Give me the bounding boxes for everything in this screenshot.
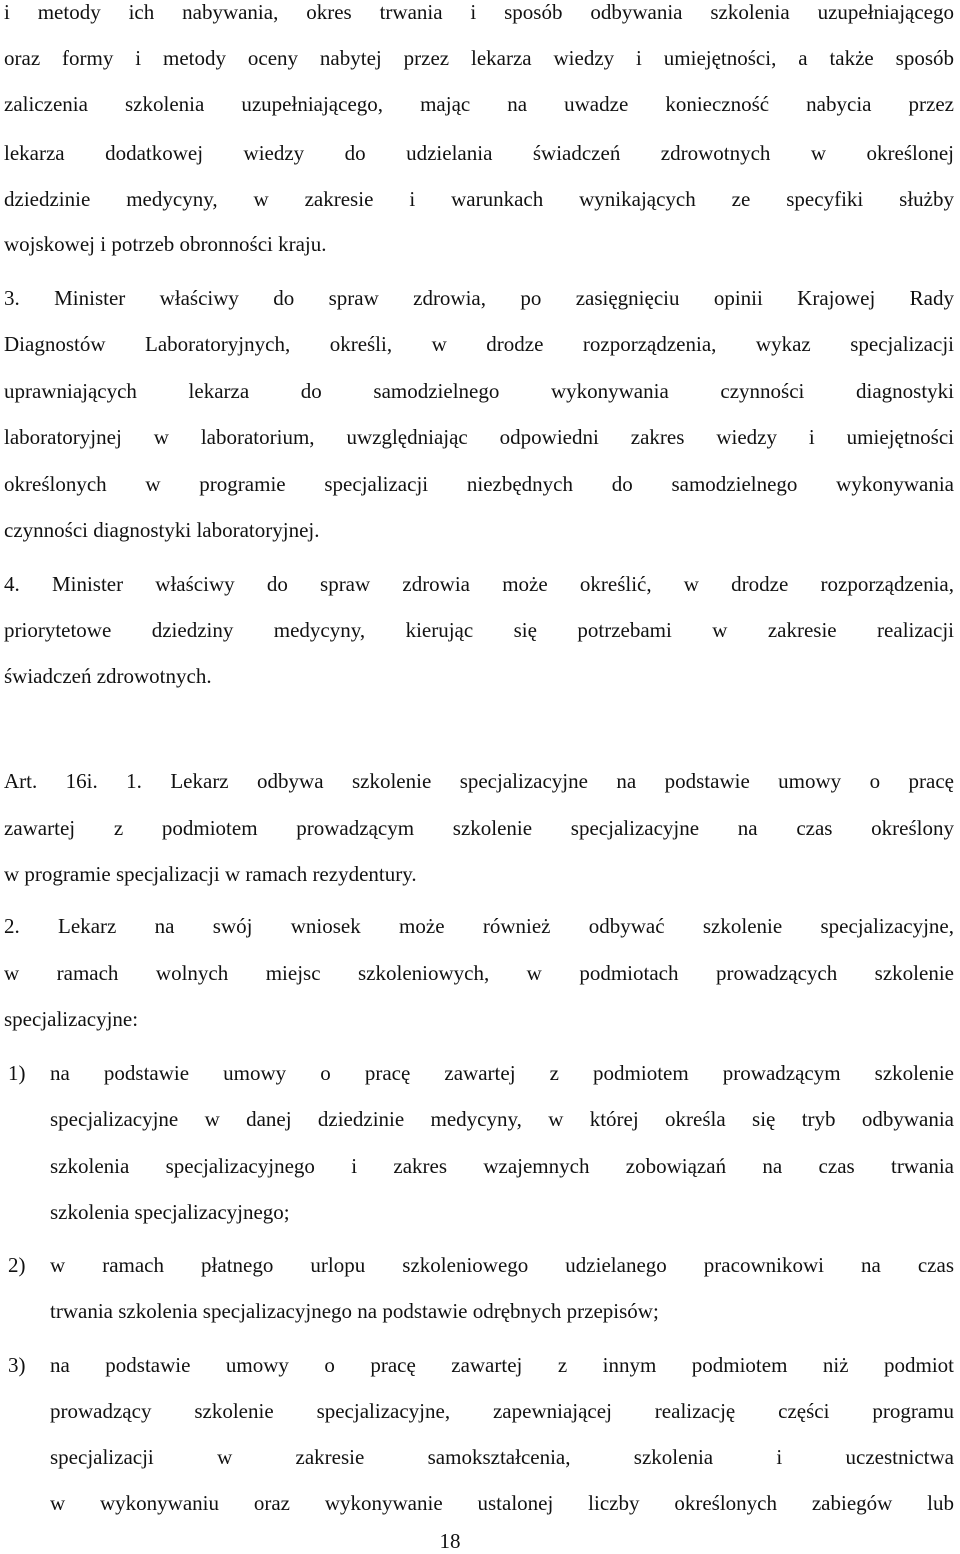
article-16i-2-line: w ramach wolnych miejsc szkoleniowych, w podmiotach prowadzących szkolenie (4, 961, 954, 985)
text-line: wojskowej i potrzeb obronności kraju. (4, 232, 327, 256)
list-item-number: 3) (8, 1353, 26, 1377)
article-16i-1-line: w programie specjalizacji w ramach rezydentury. (4, 862, 417, 886)
paragraph-3-line: Diagnostów Laboratoryjnych, określi, w drodze rozporządzenia, wykaz specjalizacji (4, 332, 954, 356)
list-item-line: na podstawie umowy o pracę zawartej z podmiotem prowadzącym szkolenie (50, 1061, 954, 1085)
paragraph-3-line: laboratoryjnej w laboratorium, uwzględniając odpowiedni zakres wiedzy i umiejętności (4, 425, 954, 449)
paragraph-3-line: czynności diagnostyki laboratoryjnej. (4, 518, 320, 542)
paragraph-4-line: 4. Minister właściwy do spraw zdrowia może określić, w drodze rozporządzenia, (4, 572, 954, 596)
list-item-line: w ramach płatnego urlopu szkoleniowego udzielanego pracownikowi na czas (50, 1253, 954, 1277)
list-item-line: specjalizacji w zakresie samokształcenia, szkolenia i uczestnictwa (50, 1445, 954, 1469)
article-16i-2-line: specjalizacyjne: (4, 1007, 139, 1031)
article-16i-1-line: Art. 16i. 1. Lekarz odbywa szkolenie specjalizacyjne na podstawie umowy o pracę (4, 769, 954, 793)
article-16i-1-line: zawartej z podmiotem prowadzącym szkolenie specjalizacyjne na czas określony (4, 816, 954, 840)
text-line: oraz formy i metody oceny nabytej przez lekarza wiedzy i umiejętności, a także sposób (4, 46, 954, 70)
list-item-line: w wykonywaniu oraz wykonywanie ustalonej liczby określonych zabiegów lub (50, 1491, 954, 1515)
article-16i-2-line: 2. Lekarz na swój wniosek może również odbywać szkolenie specjalizacyjne, (4, 914, 954, 938)
list-item-number: 1) (8, 1061, 26, 1085)
list-item-line: na podstawie umowy o pracę zawartej z innym podmiotem niż podmiot (50, 1353, 954, 1377)
page-number: 18 (439, 1529, 461, 1553)
paragraph-4-line: priorytetowe dziedziny medycyny, kierując się potrzebami w zakresie realizacji (4, 618, 954, 642)
list-item-number: 2) (8, 1253, 26, 1277)
paragraph-3-line: określonych w programie specjalizacji niezbędnych do samodzielnego wykonywania (4, 472, 954, 496)
text-line: dziedzinie medycyny, w zakresie i warunkach wynikających ze specyfiki służby (4, 187, 954, 211)
list-item-line: prowadzący szkolenie specjalizacyjne, zapewniającej realizację części programu (50, 1399, 954, 1423)
list-item-line: szkolenia specjalizacyjnego i zakres wzajemnych zobowiązań na czas trwania (50, 1154, 954, 1178)
text-line: zaliczenia szkolenia uzupełniającego, mając na uwadze konieczność nabycia przez (4, 92, 954, 116)
paragraph-3-line: uprawniających lekarza do samodzielnego wykonywania czynności diagnostyki (4, 379, 954, 403)
list-item-line: szkolenia specjalizacyjnego; (50, 1200, 290, 1224)
paragraph-3-line: 3. Minister właściwy do spraw zdrowia, po zasięgnięciu opinii Krajowej Rady (4, 286, 954, 310)
text-line: lekarza dodatkowej wiedzy do udzielania świadczeń zdrowotnych w określonej (4, 141, 954, 165)
text-line: i metody ich nabywania, okres trwania i sposób odbywania szkolenia uzupełniającego (4, 0, 954, 24)
paragraph-4-line: świadczeń zdrowotnych. (4, 664, 212, 688)
list-item-line: trwania szkolenia specjalizacyjnego na podstawie odrębnych przepisów; (50, 1299, 659, 1323)
list-item-line: specjalizacyjne w danej dziedzinie medycyny, w której określa się tryb odbywania (50, 1107, 954, 1131)
